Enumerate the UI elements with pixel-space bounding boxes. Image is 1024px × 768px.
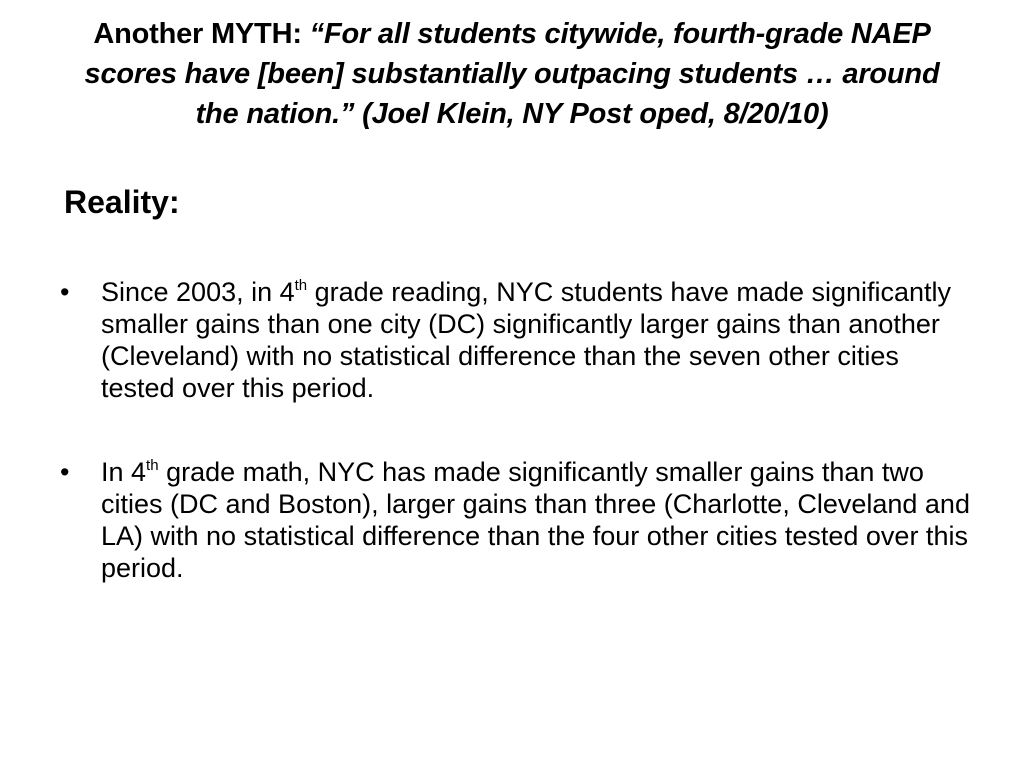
- ordinal-superscript: th: [294, 277, 308, 294]
- bullet-item-reading: [60, 276, 970, 404]
- bullet-text-start: Since 2003, in 4: [101, 277, 295, 307]
- bullet-list: [60, 276, 970, 584]
- bullet-text-end: grade reading, NYC students have made significantly smaller gains than one city (DC) significantly larger gains than another (Cleveland) with no statistical difference than the seven other cities tested over this period.: [101, 277, 952, 403]
- bullet-icon: •: [60, 457, 70, 487]
- slide-title: [60, 14, 964, 134]
- title-lead: Another MYTH:: [93, 18, 310, 50]
- bullet-text-end: grade math, NYC has made significantly smaller gains than two cities (DC and Boston), larger gains than three (Charlotte, Cleveland and LA) with no statistical difference than the four other cities tested over this period.: [101, 457, 970, 583]
- bullet-item-math: [60, 456, 970, 584]
- bullet-icon: •: [60, 277, 70, 307]
- reality-heading: Reality:: [64, 184, 180, 220]
- title-quote: “For all students citywide, fourth-grade NAEP scores have [been] substantially outpacing students … around the nation.” (Joel Klein, NY Post oped, 8/20/10): [84, 18, 940, 130]
- ordinal-superscript: th: [146, 457, 159, 474]
- bullet-text-start: In 4: [101, 457, 147, 487]
